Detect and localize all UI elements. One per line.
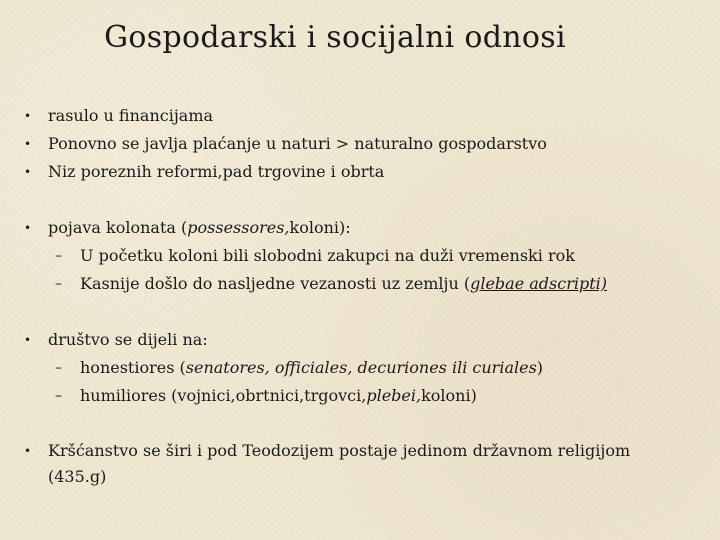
sub-bullet-text-italic: plebei, xyxy=(366,386,422,405)
bullet-group-christianity xyxy=(24,438,694,490)
bullet-group-society xyxy=(24,326,694,410)
spacer xyxy=(24,298,694,326)
sub-bullet-text: humiliores (vojnici,obrtnici,trgovci, xyxy=(80,386,367,405)
bullet-item xyxy=(24,130,694,158)
sub-bullet-item xyxy=(24,354,694,382)
sub-bullet-text: U početku koloni bili slobodni zakupci na duži vremenski rok xyxy=(80,246,575,265)
bullet-marker: • xyxy=(24,165,32,179)
bullet-item xyxy=(24,102,694,130)
sub-bullet-item xyxy=(24,382,694,410)
bullet-marker: • xyxy=(24,333,32,347)
slide-content xyxy=(24,102,694,490)
bullet-marker: • xyxy=(24,109,32,123)
sub-bullet-text-italic: senatores, officiales, decuriones ili curiales xyxy=(185,358,537,377)
sub-bullet-text: honestiores ( xyxy=(80,358,186,377)
sub-bullet-marker: – xyxy=(55,276,62,292)
bullet-text-italic: possessores, xyxy=(187,218,290,237)
bullet-group-finance xyxy=(24,102,694,186)
bullet-item xyxy=(24,158,694,186)
bullet-text: Kršćanstvo se širi i pod Teodozijem postaje jedinom državnom religijom (435.g) xyxy=(48,441,631,486)
bullet-text: društvo se dijeli na: xyxy=(48,330,208,349)
bullet-marker: • xyxy=(24,137,32,151)
bullet-item xyxy=(24,326,694,354)
bullet-text: rasulo u financijama xyxy=(48,106,214,125)
spacer xyxy=(24,410,694,438)
sub-bullet-item xyxy=(24,242,694,270)
sub-bullet-marker: – xyxy=(55,360,62,376)
bullet-text: Ponovno se javlja plaćanje u naturi > naturalno gospodarstvo xyxy=(48,134,547,153)
bullet-marker: • xyxy=(24,444,32,458)
slide-title: Gospodarski i socijalni odnosi xyxy=(104,20,566,55)
sub-bullet-item xyxy=(24,270,694,298)
sub-bullet-marker: – xyxy=(55,388,62,404)
bullet-marker: • xyxy=(24,221,32,235)
bullet-item xyxy=(24,214,694,242)
bullet-text: koloni): xyxy=(289,218,351,237)
sub-bullet-text: koloni) xyxy=(421,386,477,405)
sub-bullet-text: ) xyxy=(536,358,544,377)
bullet-text: pojava kolonata ( xyxy=(48,218,188,237)
bullet-text: Niz poreznih reformi,pad trgovine i obrta xyxy=(48,162,385,181)
sub-bullet-text-italic: glebae adscripti) xyxy=(470,274,608,293)
bullet-item xyxy=(24,438,668,490)
bullet-group-colonate xyxy=(24,214,694,298)
sub-bullet-text: Kasnije došlo do nasljedne vezanosti uz zemlju ( xyxy=(80,274,471,293)
sub-bullet-marker: – xyxy=(55,248,62,264)
spacer xyxy=(24,186,694,214)
